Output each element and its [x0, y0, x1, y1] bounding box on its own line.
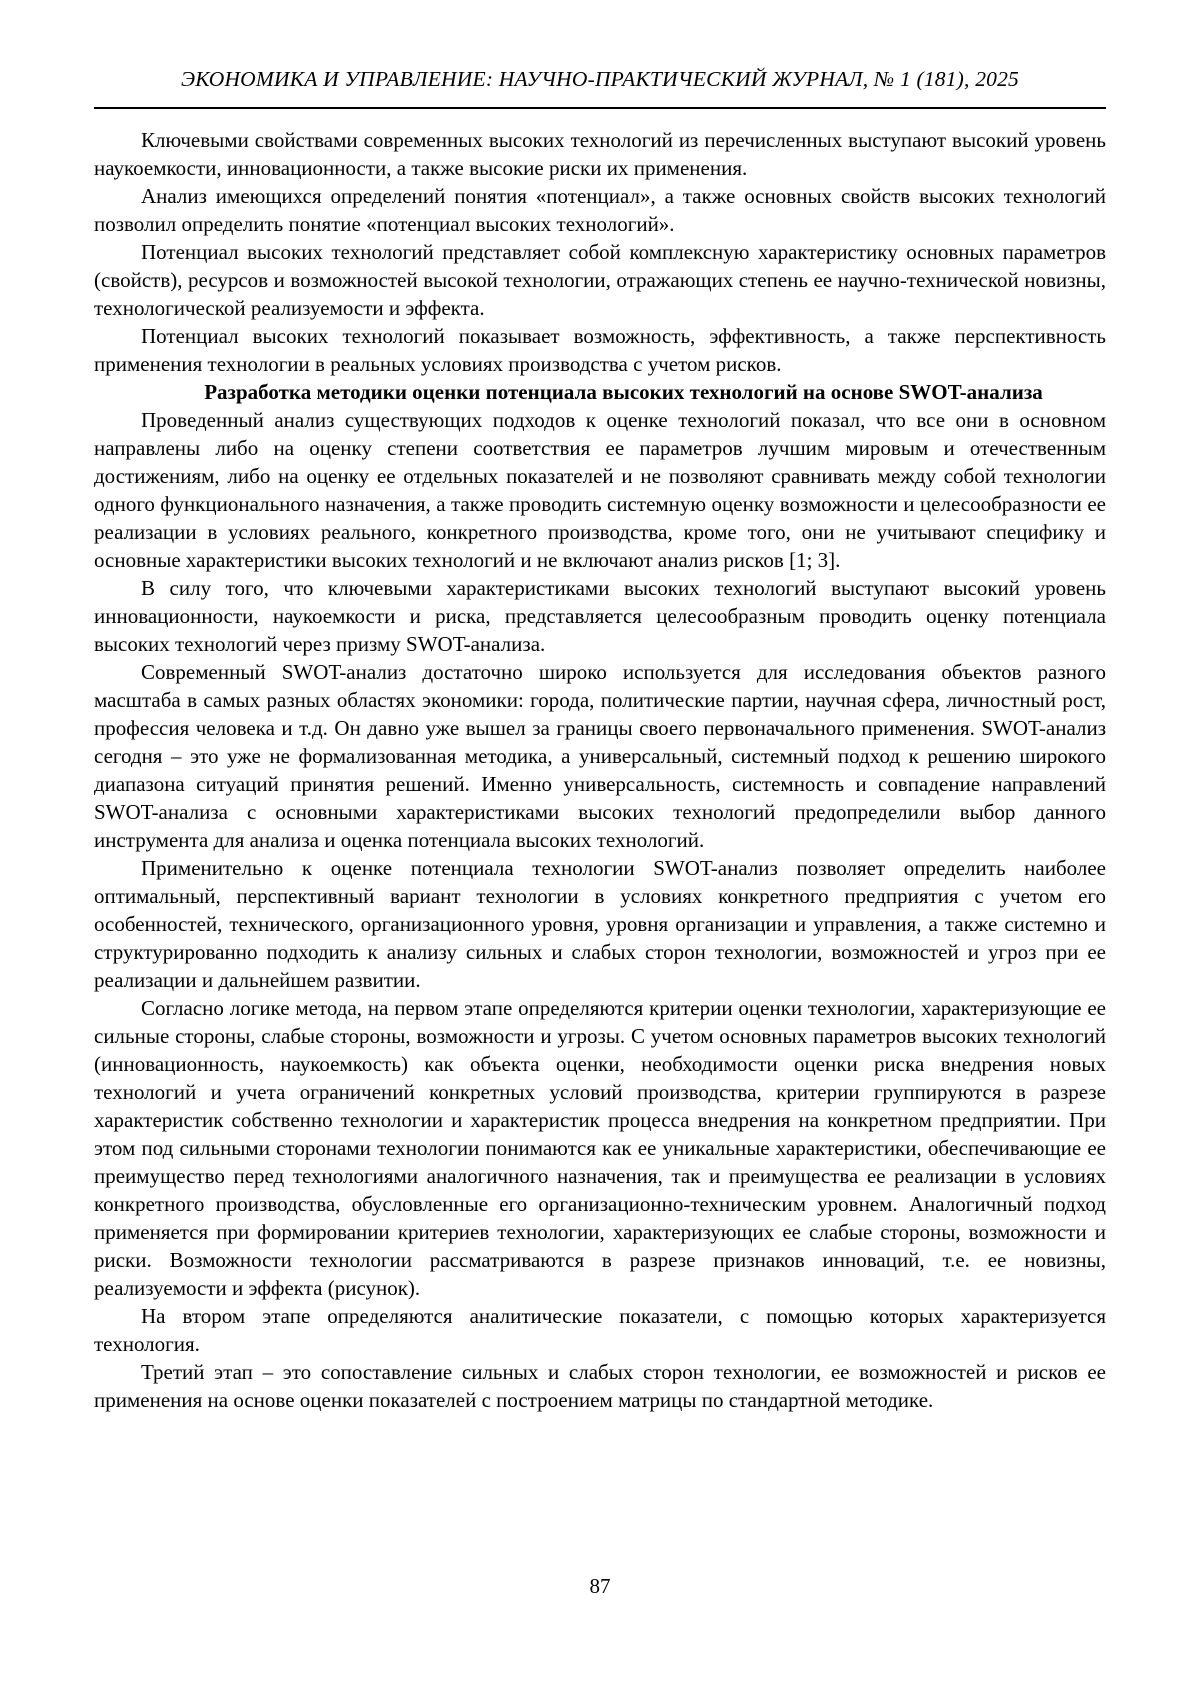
paragraph-intro-3: Потенциал высоких технологий представляет собой комплексную характеристику основных параметров (свойств), ресурсов и возможностей высокой технологии, отражающих степень ее научно-технической новизны, технологической реализуемости и эффекта. — [94, 240, 1106, 320]
paragraph-intro-1: Ключевыми свойствами современных высоких технологий из перечисленных выступают высокий уровень наукоемкости, инновационности, а также высокие риски их применения. — [94, 128, 1106, 180]
paragraph-section-6: На втором этапе определяются аналитические показатели, с помощью которых характеризуется технология. — [94, 1304, 1106, 1356]
running-header — [94, 66, 1106, 109]
paragraph-section-2: В силу того, что ключевыми характеристиками высоких технологий выступают высокий уровень инновационности, наукоемкости и риска, представляется целесообразным проводить оценку потенциала высоких технологий через призму SWOT-анализа. — [94, 576, 1106, 656]
paragraph-section-4: Применительно к оценке потенциала технологии SWOT-анализ позволяет определить наиболее оптимальный, перспективный вариант технологии в условиях конкретного предприятия с учетом его особенностей, технического, организационного уровня, уровня организации и управления, а также системно и структурированно подходить к анализу сильных и слабых сторон технологии, возможностей и угроз при ее реализации и дальнейшем развитии. — [94, 856, 1106, 992]
paragraph-intro-4: Потенциал высоких технологий показывает возможность, эффективность, а также перспективность применения технологии в реальных условиях производства с учетом рисков. — [94, 324, 1106, 376]
journal-header-title: ЭКОНОМИКА И УПРАВЛЕНИЕ: НАУЧНО-ПРАКТИЧЕСКИЙ ЖУРНАЛ, № 1 (181), 2025 — [180, 67, 1019, 91]
paragraph-intro-2: Анализ имеющихся определений понятия «потенциал», а также основных свойств высоких технологий позволил определить понятие «потенциал высоких технологий». — [94, 184, 1106, 236]
paragraph-section-7: Третий этап – это сопоставление сильных и слабых сторон технологии, ее возможностей и рисков ее применения на основе оценки показателей с построением матрицы по стандартной методике. — [94, 1360, 1106, 1412]
paragraph-section-1: Проведенный анализ существующих подходов к оценке технологий показал, что все они в основном направлены либо на оценку степени соответствия ее параметров лучшим мировым и отечественным достижениям, либо на оценку ее отдельных показателей и не позволяют сравнивать между собой технологии одного функционального назначения, а также проводить системную оценку возможности и целесообразности ее реализации в условиях реального, конкретного производства, кроме того, они не учитывают специфику и основные характеристики высоких технологий и не включают анализ рисков [1; 3]. — [94, 408, 1106, 572]
paragraph-section-3: Современный SWOT-анализ достаточно широко используется для исследования объектов разного масштаба в самых разных областях экономики: города, политические партии, научная сфера, личностный рост, профессия человека и т.д. Он давно уже вышел за границы своего первоначального применения. SWOT-анализ сегодня – это уже не формализованная методика, а универсальный, системный подход к решению широкого диапазона ситуаций принятия решений. Именно универсальность, системность и совпадение направлений SWOT-анализа с основными характеристиками высоких технологий предопределили выбор данного инструмента для анализа и оценка потенциала высоких технологий. — [94, 660, 1106, 852]
paragraph-section-5: Согласно логике метода, на первом этапе определяются критерии оценки технологии, характеризующие ее сильные стороны, слабые стороны, возможности и угрозы. С учетом основных параметров высоких технологий (инновационность, наукоемкость) как объекта оценки, необходимости оценки риска внедрения новых технологий и учета ограничений конкретных условий производства, критерии группируются в разрезе характеристик собственно технологии и характеристик процесса внедрения на конкретном предприятии. При этом под сильными сторонами технологии понимаются как ее уникальные характеристики, обеспечивающие ее преимущество перед технологиями аналогичного назначения, так и преимущества ее реализации в условиях конкретного производства, обусловленные его организационно-техническим уровнем. Аналогичный подход применяется при формировании критериев технологии, характеризующих ее слабые стороны, возможности и риски. Возможности технологии рассматриваются в разрезе признаков инноваций, т.е. ее новизны, реализуемости и эффекта (рисунок). — [94, 996, 1106, 1300]
article-body — [94, 126, 1106, 1414]
section-heading: Разработка методики оценки потенциала высоких технологий на основе SWOT-анализа — [204, 380, 1043, 404]
page-number: 87 — [589, 1574, 611, 1598]
page-content — [94, 0, 1106, 1414]
